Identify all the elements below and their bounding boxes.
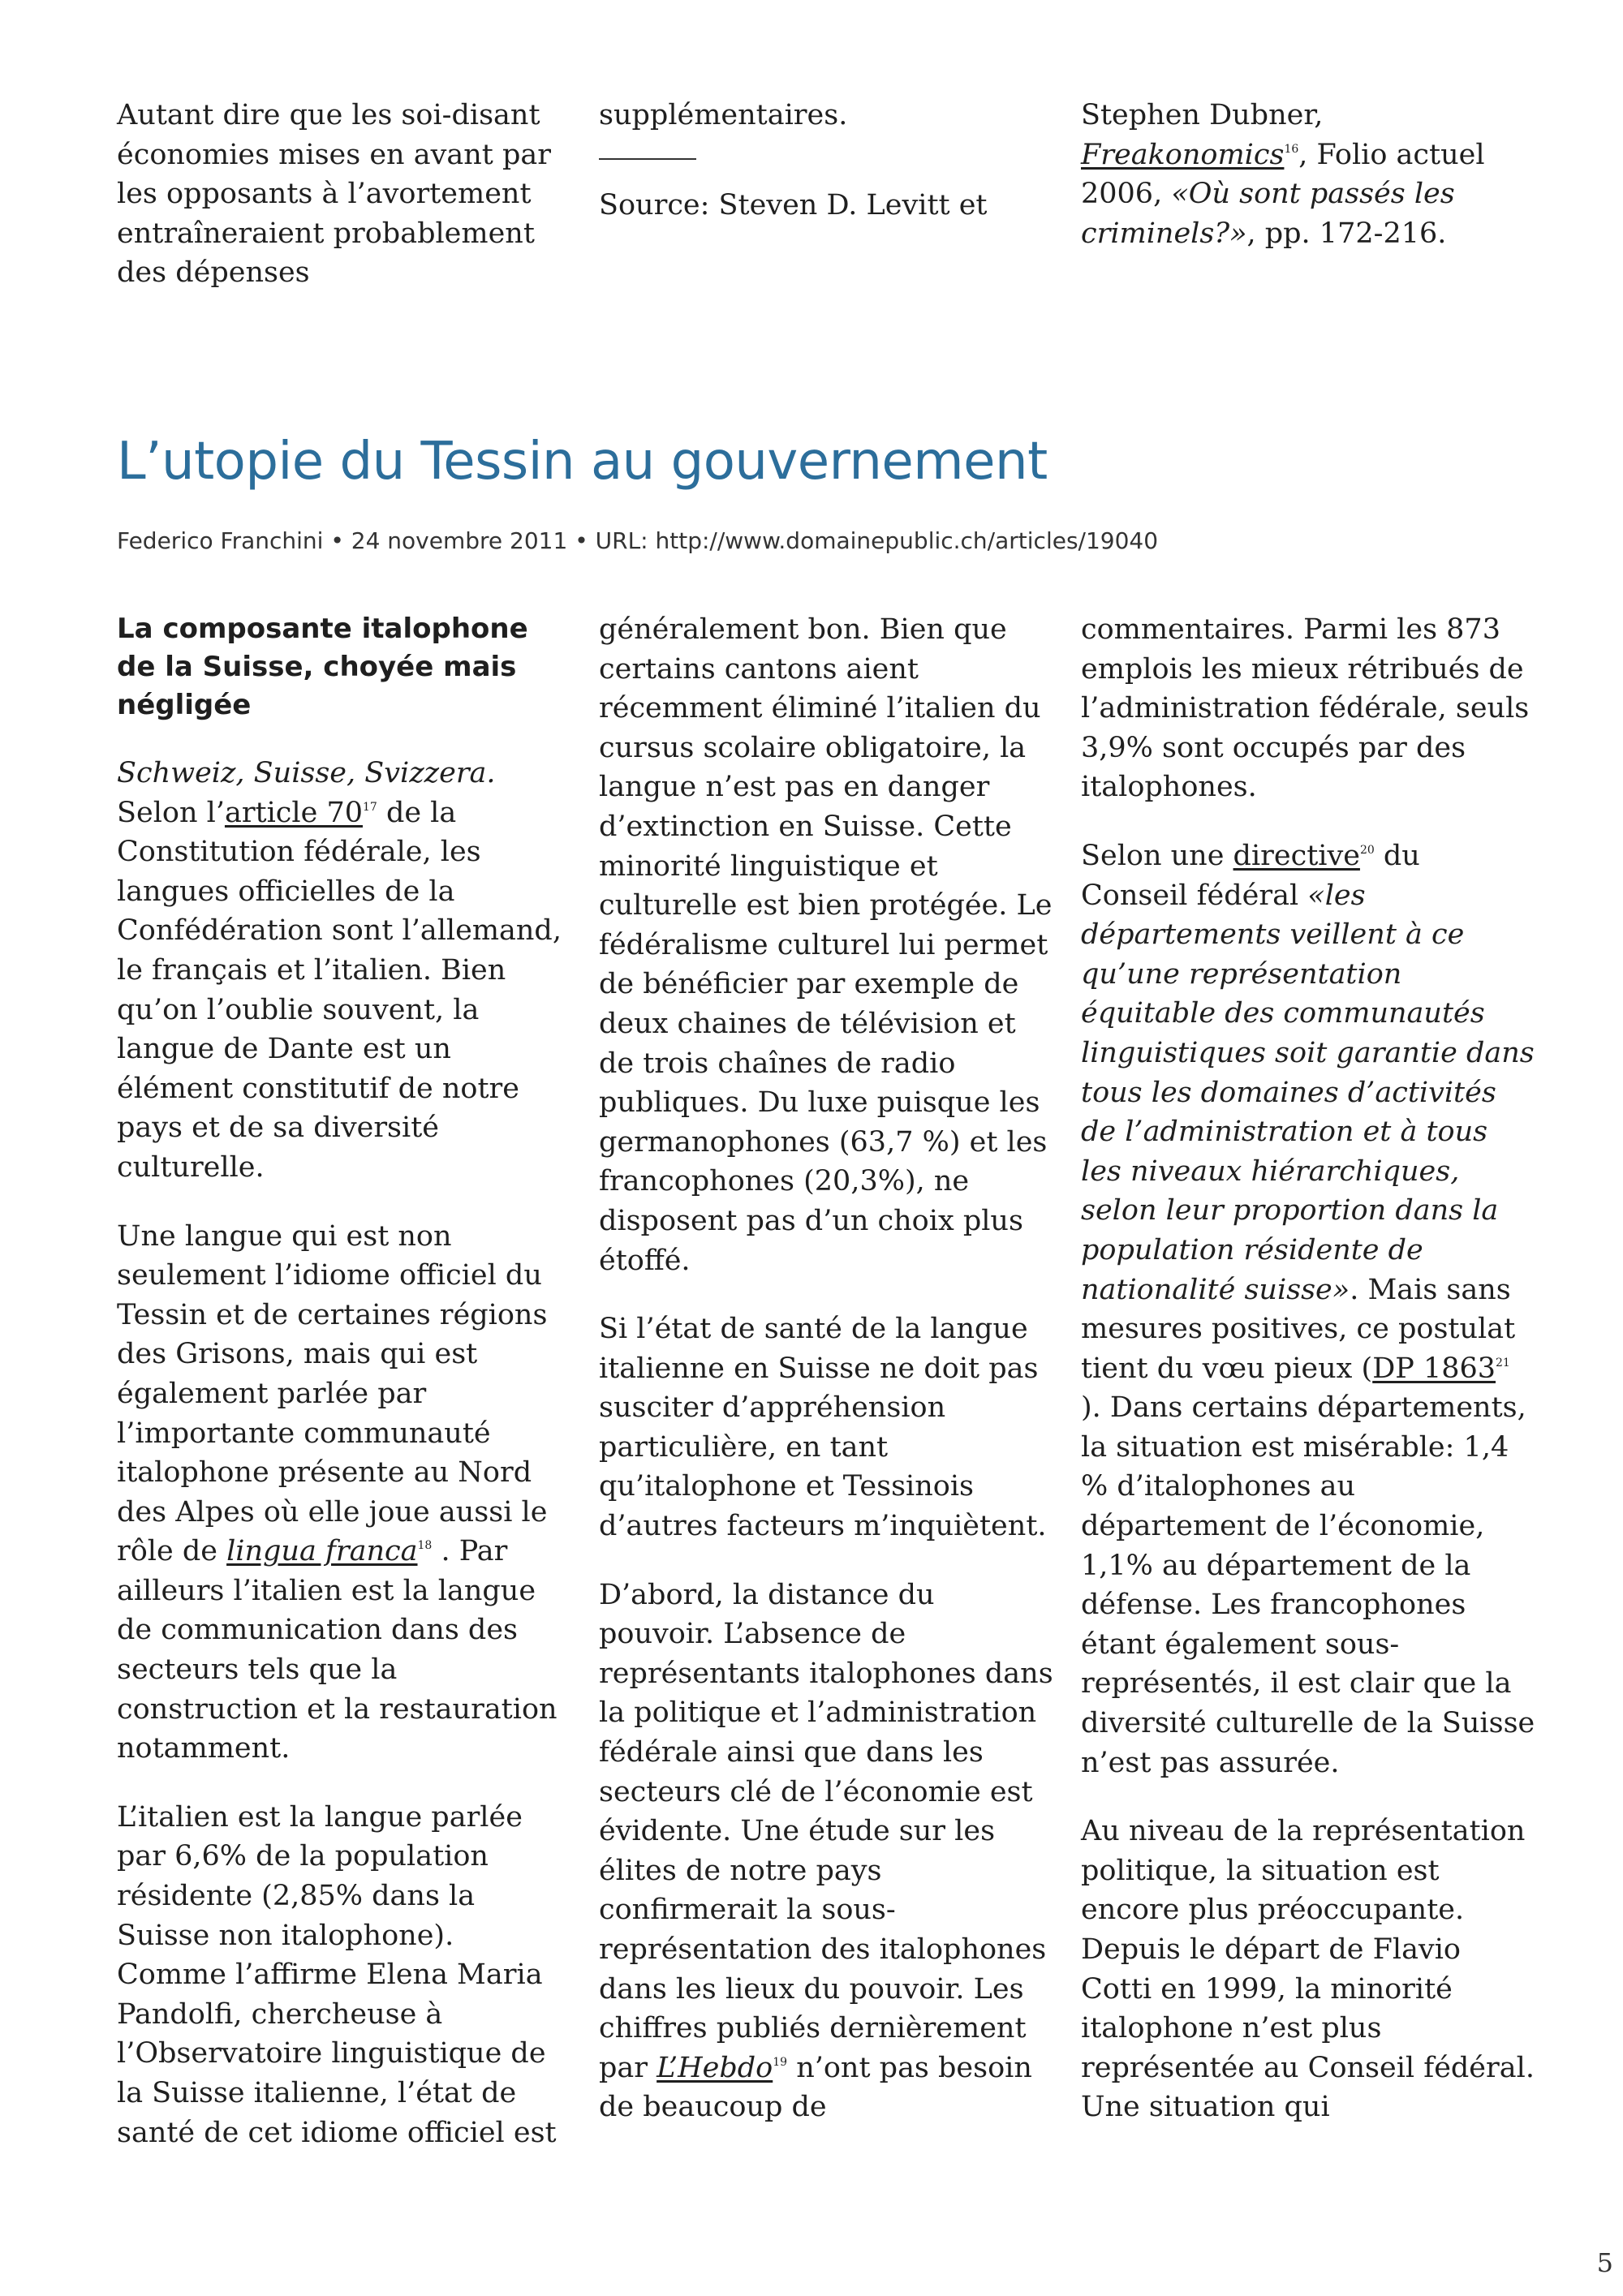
page-number: 5	[1596, 2247, 1613, 2278]
directive-link[interactable]: directive	[1233, 839, 1360, 872]
paragraph: L’italien est la langue parlée par 6,6% de la population résidente (2,85% dans la Suisse non italophone). Comme l’affirme Elena Maria Pandolfi, chercheuse à l’Observatoire linguistique de la Suisse italienne, l’état de santé de cet idiome officiel est	[117, 1800, 557, 2149]
source-citation: Stephen Dubner, Freakonomics$^{16}$, Folio actuel 2006, «Où sont passés les criminels?», pp. 172-216.	[1081, 99, 1485, 250]
article-title: L’utopie du Tessin au gouvernement	[117, 432, 1048, 492]
prev-article-col1	[117, 96, 571, 293]
article-col3	[1081, 610, 1535, 2127]
article-70-link[interactable]: article 70	[224, 796, 363, 829]
footnote-ref: 17	[362, 800, 377, 814]
paragraph: généralement bon. Bien que certains cantons aient récemment éliminé l’italien du cursus scolaire obligatoire, la langue n’est pas en danger d’extinction en Suisse. Cette minorité linguistique et culturelle est bien protégée. Le fédéralisme culturel lui permet de bénéficier par exemple de deux chaines de télévision et de trois chaînes de radio publiques. Du luxe puisque les germanophones (63,7 %) et les francophones (20,3%), ne disposent pas d’un choix plus étoffé.	[599, 613, 1053, 1277]
paragraph: D’abord, la distance du pouvoir. L’absence de représentants italophones dans la politique et l’administration fédérale ainsi que dans les secteurs clé de l’économie est évidente. Une étude sur les élites de notre pays confirmerait la sous-représentation des italophones dans les lieux du pouvoir. Les chiffres publiés dernièrement par L’Hebdo$^{19}$ n’ont pas besoin de beaucoup de	[599, 1578, 1053, 2124]
paragraph: Selon une directive$^{20}$ du Conseil fédéral «les départements veillent à ce qu’une représentation équitable des communautés linguistiques soit garantie dans tous les domaines d’activités de l’administration et à tous les niveaux hiérarchiques, selon leur proportion dans la population résidente de nationalité suisse». Mais sans mesures positives, ce postulat tient du vœu pieux (DP 1863$^{21}$ ). Dans certains départements, la situation est misérable: 1,4 % d’italophones au département de l’économie, 1,1% au département de la défense. Les francophones étant également sous-représentés, il est clair que la diversité culturelle de la Suisse n’est pas assurée.	[1081, 839, 1535, 1779]
paragraph: supplémentaires.	[599, 99, 848, 131]
paragraph: Autant dire que les soi-disant économies mises en avant par les opposants à l’avortement entraîneraient probablement des dépenses	[117, 99, 551, 290]
dp-1863-link[interactable]: DP 1863	[1372, 1352, 1496, 1385]
footnote-ref: 20	[1359, 843, 1375, 857]
footnote-divider	[599, 158, 696, 160]
footnote-ref: 19	[773, 2055, 788, 2069]
paragraph: Schweiz, Suisse, Svizzera. Selon l’article $70^{17}$ de la Constitution fédérale, les langues officielles de la Confédération sont l’allemand, le français et l’italien. Bien qu’on l’oublie souvent, la langue de Dante est un élément constitutif de notre pays et de sa diversité culturelle.	[117, 757, 562, 1184]
paragraph: Une langue qui est non seulement l’idiome officiel du Tessin et de certaines régions des Grisons, mais qui est également parlée par l’importante communauté italophone présente au Nord des Alpes où elle joue aussi le rôle de lingua franca$^{18}$ . Par ailleurs l’italien est la langue de communication dans des secteurs tels que la construction et la restauration notamment.	[117, 1219, 558, 1765]
paragraph: Si l’état de santé de la langue italienne en Suisse ne doit pas susciter d’appréhension particulière, en tant qu’italophone et Tessinois d’autres facteurs m’inquiètent.	[599, 1313, 1047, 1543]
paragraph: commentaires. Parmi les 873 emplois les mieux rétribués de l’administration fédérale, seuls 3,9% sont occupés par des italophones.	[1081, 613, 1530, 804]
footnote-ref: 18	[417, 1539, 433, 1553]
source-line: Source: Steven D. Levitt et	[599, 188, 988, 221]
prev-article-col2	[599, 96, 1053, 225]
article-byline: Federico Franchini • 24 novembre 2011 • URL: http://www.domainepublic.ch/articles/19040	[117, 527, 1159, 554]
prev-article-col3	[1081, 96, 1535, 253]
lingua-franca-link[interactable]: lingua franca	[226, 1535, 418, 1568]
hebdo-link[interactable]: L’Hebdo	[657, 2051, 773, 2084]
article-col1	[117, 610, 571, 2152]
paragraph: Au niveau de la représentation politique, la situation est encore plus préoccupante. Depuis le départ de Flavio Cotti en 1999, la minorité italophone n’est plus représentée au Conseil fédéral. Une situation qui	[1081, 1815, 1535, 2124]
freakonomics-link[interactable]: Freakonomics	[1081, 138, 1285, 171]
footnote-ref: 16	[1284, 142, 1299, 156]
article-col2	[599, 610, 1053, 2127]
article-subhead: La composante italophone de la Suisse, choyée mais négligée	[117, 613, 528, 721]
footnote-ref: 21	[1496, 1356, 1510, 1369]
